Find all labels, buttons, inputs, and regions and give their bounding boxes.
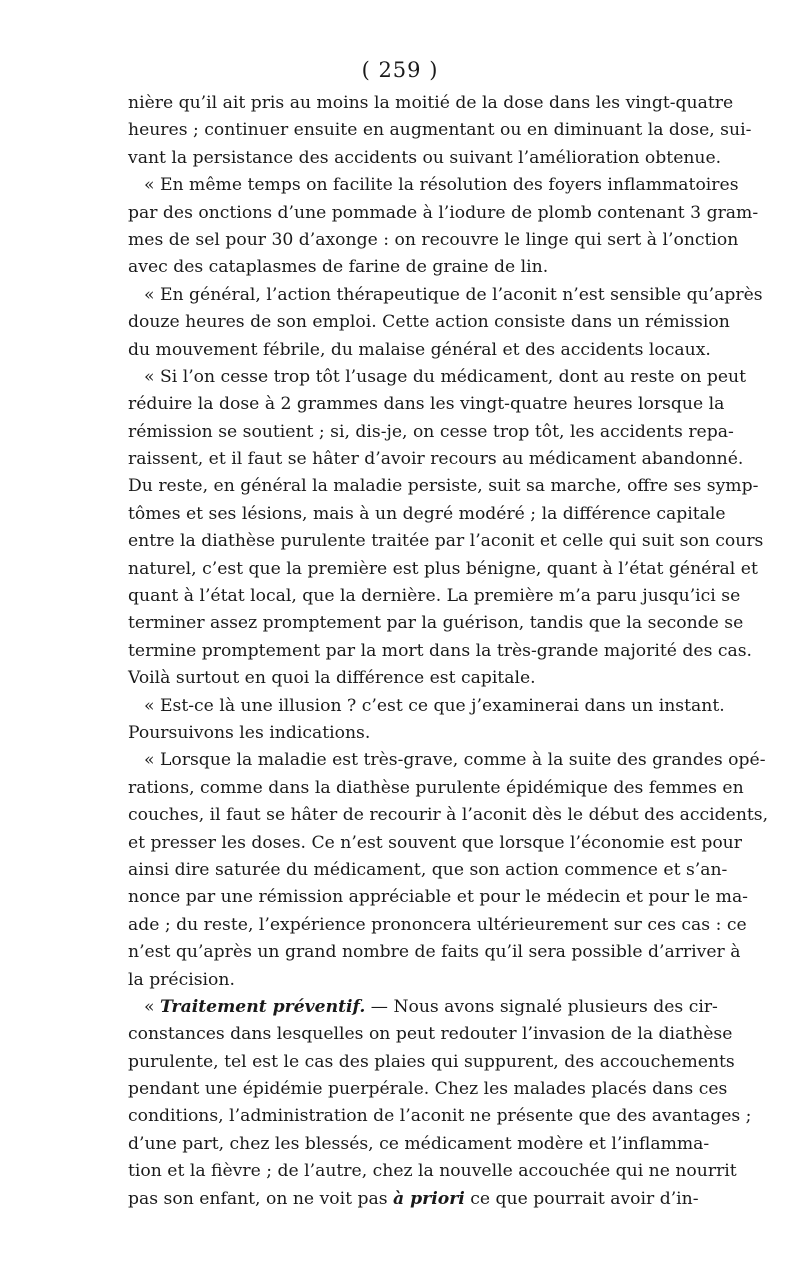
text-line bbox=[128, 912, 747, 939]
body-text bbox=[128, 90, 769, 1213]
text-line-content: Du reste, en général la maladie persiste, suit sa marche, offre ses symp- bbox=[128, 476, 759, 497]
text-line-content: nonce par une rémission appréciable et pour le médecin et pour le ma- bbox=[128, 887, 748, 908]
text-line-content: terminer assez promptement par la guérison, tandis que la seconde se bbox=[128, 613, 744, 634]
text-line-content: douze heures de son emploi. Cette action consiste dans un rémission bbox=[128, 312, 730, 333]
text-line-content: ade ; du reste, l’expérience prononcera ultérieurement sur ces cas : ce bbox=[128, 914, 747, 935]
text-line-content: entre la diathèse purulente traitée par l’aconit et celle qui suit son cours bbox=[128, 531, 764, 552]
page-number: ( 259 ) bbox=[361, 58, 439, 82]
text-line-content: pas son enfant, on ne voit pas bbox=[128, 1188, 394, 1209]
text-line-content: quant à l’état local, que la dernière. La première m’a paru jusqu’ici se bbox=[128, 586, 741, 607]
text-line-content: vant la persistance des accidents ou suivant l’amélioration obtenue. bbox=[128, 147, 722, 168]
text-line bbox=[128, 1021, 733, 1048]
text-line bbox=[128, 556, 758, 583]
text-line bbox=[128, 693, 725, 720]
text-line bbox=[128, 337, 711, 364]
text-line-content: conditions, l’administration de l’aconit ne présente que des avantages ; bbox=[128, 1106, 752, 1127]
text-line-content: du mouvement fébrile, du malaise général et des accidents locaux. bbox=[128, 339, 711, 360]
text-line-content: heures ; continuer ensuite en augmentant ou en diminuant la dose, sui- bbox=[128, 120, 752, 141]
text-line bbox=[128, 364, 747, 391]
text-line-content: ainsi dire saturée du médicament, que son action commence et s’an- bbox=[128, 859, 728, 880]
text-line bbox=[128, 967, 690, 994]
text-line-content: et presser les doses. Ce n’est souvent que lorsque l’économie est pour bbox=[128, 832, 742, 853]
text-line bbox=[128, 994, 718, 1021]
text-line bbox=[128, 1158, 737, 1185]
text-line bbox=[128, 638, 753, 665]
text-line bbox=[128, 884, 748, 911]
text-line-continuation: ce que pourrait avoir d’in- bbox=[464, 1188, 699, 1209]
text-line bbox=[128, 1076, 728, 1103]
text-line bbox=[128, 391, 725, 418]
text-line bbox=[128, 254, 690, 281]
text-line bbox=[128, 1049, 735, 1076]
text-line bbox=[128, 419, 734, 446]
text-line bbox=[128, 583, 741, 610]
text-line-content: d’une part, chez les blessés, ce médicament modère et l’inflamma- bbox=[128, 1133, 710, 1154]
text-line bbox=[128, 1131, 710, 1158]
emphasized-text: Traitement préventif. bbox=[159, 996, 366, 1017]
text-line-content: réduire la dose à 2 grammes dans les vingt-quatre heures lorsque la bbox=[128, 394, 725, 415]
text-line bbox=[128, 90, 734, 117]
text-line bbox=[128, 857, 728, 884]
text-line-content: termine promptement par la mort dans la très-grande majorité des cas. bbox=[128, 640, 753, 661]
text-line bbox=[128, 1103, 752, 1130]
text-line bbox=[128, 501, 726, 528]
text-line-content: pendant une épidémie puerpérale. Chez les malades placés dans ces bbox=[128, 1079, 728, 1100]
text-line-content: tion et la fièvre ; de l’autre, chez la nouvelle accouchée qui ne nourrit bbox=[128, 1161, 737, 1182]
text-line-content: rémission se soutient ; si, dis-je, on cesse trop tôt, les accidents repa- bbox=[128, 421, 734, 442]
text-line-content: « Si l’on cesse trop tôt l’usage du médicament, dont au reste on peut bbox=[144, 366, 747, 387]
text-line bbox=[128, 117, 752, 144]
text-line-content: rations, comme dans la diathèse purulente épidémique des femmes en bbox=[128, 777, 744, 798]
text-line bbox=[128, 720, 690, 747]
text-line bbox=[128, 747, 766, 774]
text-line bbox=[128, 830, 742, 857]
text-line bbox=[128, 802, 769, 829]
text-line bbox=[128, 446, 744, 473]
text-line bbox=[128, 473, 759, 500]
text-line bbox=[128, 145, 722, 172]
text-line bbox=[128, 172, 739, 199]
text-line-content: Poursuivons les indications. bbox=[128, 722, 371, 743]
text-line-content: « bbox=[144, 996, 160, 1017]
text-line bbox=[128, 282, 763, 309]
text-line bbox=[128, 200, 759, 227]
text-line-content: avec des cataplasmes de farine de graine de lin. bbox=[128, 257, 549, 278]
text-line-content: mes de sel pour 30 d’axonge : on recouvre le linge qui sert à l’onction bbox=[128, 229, 739, 250]
text-line-content: « En général, l’action thérapeutique de l’aconit n’est sensible qu’après bbox=[144, 284, 763, 305]
text-line-content: « En même temps on facilite la résolution des foyers inflammatoires bbox=[144, 175, 739, 196]
text-line-content: couches, il faut se hâter de recourir à l’aconit dès le début des accidents, bbox=[128, 805, 769, 826]
text-line bbox=[128, 610, 744, 637]
text-line-content: naturel, c’est que la première est plus bénigne, quant à l’état général et bbox=[128, 558, 758, 579]
text-line-content: constances dans lesquelles on peut redouter l’invasion de la diathèse bbox=[128, 1024, 733, 1045]
text-line-content: la précision. bbox=[128, 969, 235, 990]
text-line bbox=[128, 309, 730, 336]
text-line-content: nière qu’il ait pris au moins la moitié de la dose dans les vingt-quatre bbox=[128, 93, 734, 113]
text-line bbox=[128, 227, 739, 254]
text-line-content: Voilà surtout en quoi la différence est capitale. bbox=[128, 668, 536, 689]
text-line bbox=[128, 528, 764, 555]
text-line-content: « Est-ce là une illusion ? c’est ce que j’examinerai dans un instant. bbox=[144, 695, 725, 716]
text-line-content: par des onctions d’une pommade à l’iodure de plomb contenant 3 gram- bbox=[128, 202, 759, 223]
text-line-content: raissent, et il faut se hâter d’avoir recours au médicament abandonné. bbox=[128, 449, 744, 470]
text-line bbox=[128, 775, 744, 802]
text-line bbox=[128, 1186, 699, 1213]
text-line-continuation: — Nous avons signalé plusieurs des cir- bbox=[365, 996, 718, 1017]
text-line bbox=[128, 939, 741, 966]
text-line-content: purulente, tel est le cas des plaies qui suppurent, des accouchements bbox=[128, 1051, 735, 1072]
text-line-content: « Lorsque la maladie est très-grave, comme à la suite des grandes opé- bbox=[144, 750, 766, 771]
text-line-content: tômes et ses lésions, mais à un degré modéré ; la différence capitale bbox=[128, 503, 726, 524]
emphasized-text: à priori bbox=[393, 1188, 465, 1209]
text-line-content: n’est qu’après un grand nombre de faits qu’il sera possible d’arriver à bbox=[128, 942, 741, 963]
text-line bbox=[128, 665, 690, 692]
